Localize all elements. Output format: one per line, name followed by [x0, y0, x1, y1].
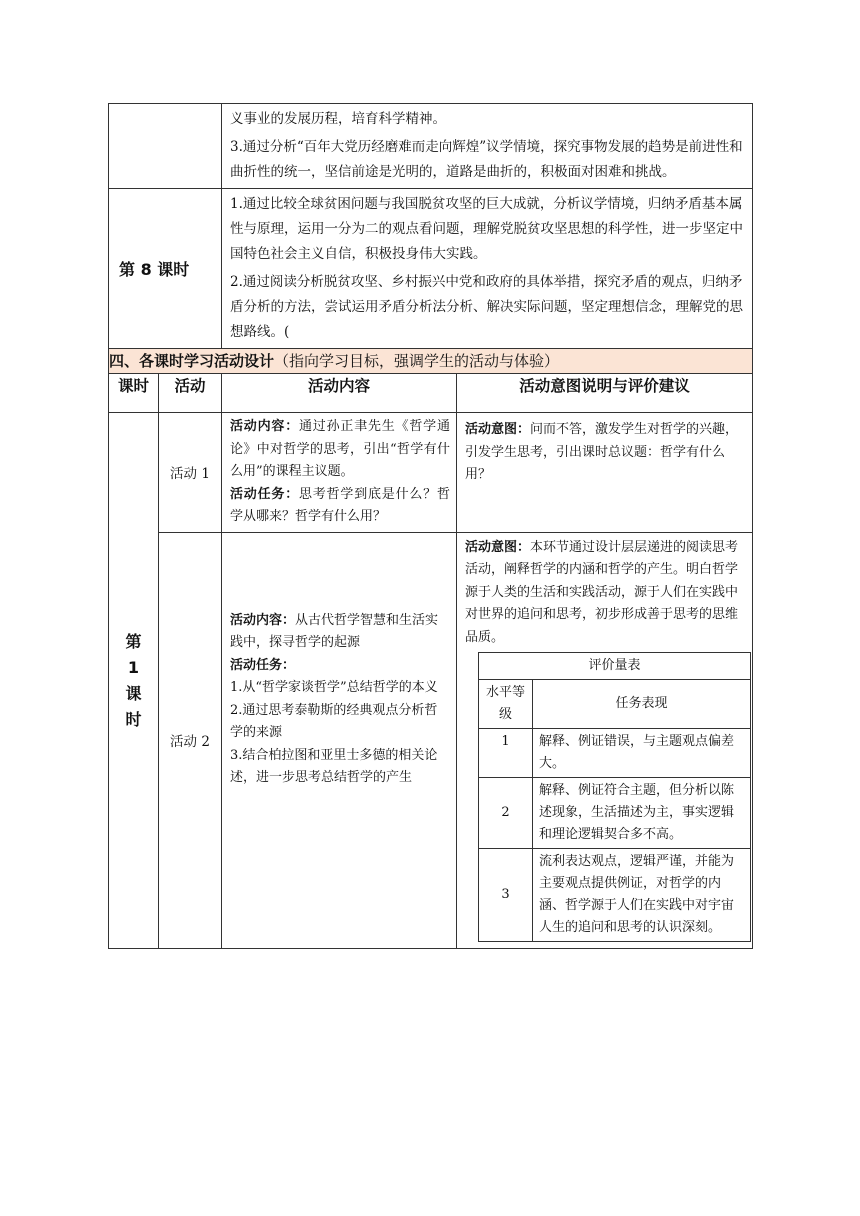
section-title: [109, 349, 753, 374]
eval-table-title: 评价量表: [479, 653, 751, 680]
activity2-task-1: 1.从“哲学家谈哲学”总结哲学的本义: [230, 680, 438, 696]
header-intent: 活动意图说明与评价建议: [457, 374, 753, 413]
activity1-label: 活动 1: [159, 413, 222, 533]
activity1-intent-cell: [457, 413, 753, 533]
intent-keyword: 活动意图：: [465, 422, 531, 437]
lesson8-row: [109, 189, 753, 349]
evaluation-table: [478, 652, 751, 942]
goal-text: 3.通过分析“百年大党历经磨难而走向辉煌”议学情境，探究事物发展的趋势是前进性和曲折性的统一，坚信前途是光明的，道路是曲折的，积极面对困难和挑战。: [230, 139, 743, 180]
activity2-content-cell: [222, 532, 457, 949]
activity2-intent-cell: [457, 532, 753, 949]
activity2-task-3: 3.结合柏拉图和亚里士多德的相关论述，进一步思考总结哲学的产生: [230, 747, 438, 786]
activity2-task-2: 2.通过思考泰勒斯的经典观点分析哲学的来源: [230, 702, 438, 741]
activity2-label: 活动 2: [159, 532, 222, 949]
activity1-task: 思考哲学到底是什么？哲学从哪来？哲学有什么用？: [230, 486, 450, 524]
header-content: 活动内容: [222, 374, 457, 413]
section-header-row: [109, 349, 753, 374]
section-subtitle: （指向学习目标，强调学生的活动与体验）: [274, 352, 560, 370]
lesson8-goal-1: 1.通过比较全球贫困问题与我国脱贫攻坚的巨大成就，分析议学情境，归纳矛盾基本属性与原理，运用一分为二的观点看问题，理解党脱贫攻坚思想的科学性，进一步坚定中国特色社会主义自信，积极投身伟大实践。: [230, 196, 743, 262]
eval-level: 3: [479, 849, 533, 942]
eval-col-performance: 任务表现: [533, 680, 751, 729]
activity2-content: 从古代哲学智慧和生活实践中，探寻哲学的起源: [230, 612, 439, 651]
empty-lesson-cell: [109, 104, 222, 189]
lesson1-label-text: 第 1 课时: [125, 631, 142, 729]
lesson-plan-table: [108, 103, 753, 949]
task-keyword: 活动任务：: [230, 657, 296, 673]
eval-desc: 流利表达观点，逻辑严谨，并能为主要观点提供例证，对哲学的内涵、哲学源于人们在实践中对宇宙人生的追问和思考的认识深刻。: [533, 849, 751, 942]
activity1-content: 通过孙正聿先生《哲学通论》中对哲学的思考，引出“哲学有什么用”的课程主议题。: [230, 419, 450, 479]
eval-desc: 解释、例证错误，与主题观点偏差大。: [533, 729, 751, 778]
header-lesson: 课时: [109, 374, 159, 413]
lesson8-label: 第 8 课时: [109, 189, 222, 349]
eval-row: [479, 729, 751, 778]
continuation-row: [109, 104, 753, 189]
intent-keyword: 活动意图：: [465, 539, 531, 555]
activity2-intent: 本环节通过设计层层递进的阅读思考活动，阐释哲学的内涵和哲学的产生。明白哲学源于人类的生活和实践活动，源于人们在实践中对世界的追问和思考，初步形成善于思考的思维品质。: [465, 539, 739, 645]
eval-row: [479, 778, 751, 849]
content-keyword: 活动内容：: [230, 612, 296, 628]
goal-text: 义事业的发展历程，培育科学精神。: [230, 111, 446, 127]
activity1-content-cell: [222, 413, 457, 533]
eval-level: 1: [479, 729, 533, 778]
eval-row: [479, 849, 751, 942]
eval-col-level: 水平等级: [479, 680, 533, 729]
content-keyword: 活动内容：: [230, 419, 299, 434]
section-title-main: 四、各课时学习活动设计: [109, 352, 275, 370]
task-keyword: 活动任务：: [230, 486, 299, 502]
lesson1-label: [109, 413, 159, 949]
activity1-row: [109, 413, 753, 533]
activity2-row: [109, 532, 753, 949]
eval-desc: 解释、例证符合主题，但分析以陈述现象，生活描述为主，事实逻辑和理论逻辑契合多不高。: [533, 778, 751, 849]
eval-level: 2: [479, 778, 533, 849]
header-activity: 活动: [159, 374, 222, 413]
lesson8-goal-2: 2.通过阅读分析脱贫攻坚、乡村振兴中党和政府的具体举措，探究矛盾的观点，归纳矛盾分析的方法，尝试运用矛盾分析法分析、解决实际问题，坚定理想信念，理解党的思想路线。(: [230, 274, 743, 340]
column-header-row: [109, 374, 753, 413]
activity1-intent: 问而不答，激发学生对哲学的兴趣，引发学生思考，引出课时总议题：哲学有什么用？: [465, 422, 739, 482]
